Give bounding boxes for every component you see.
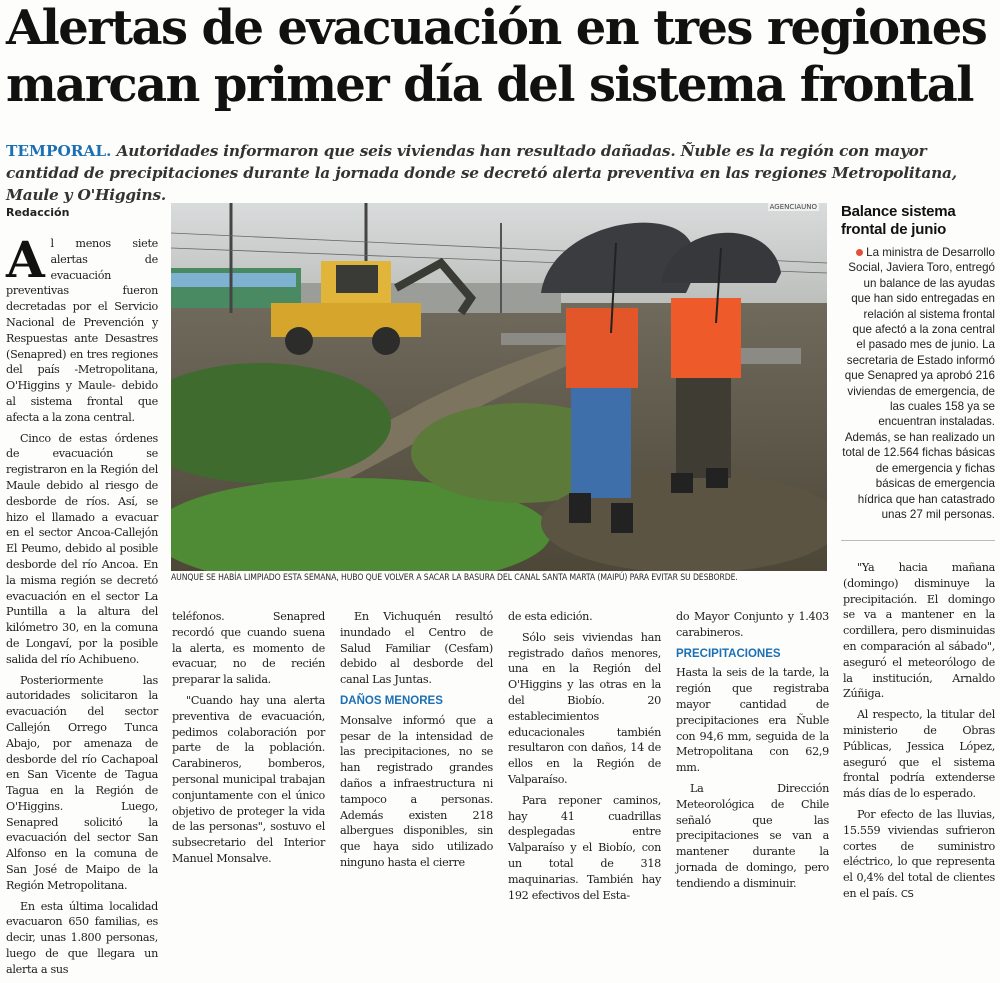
lead-text: Autoridades informaron que seis viviendas han resultado dañadas. Ñuble es la región con mayor cantidad de precipitaciones durante la jornada donde se decretó alerta preventiva en las regiones Metropolitana, Maule y O'Higgins. — [6, 142, 957, 204]
photo-credit: AGENCIAUNO — [769, 203, 817, 211]
sidebar-title: Balance sistema frontal de junio — [841, 203, 956, 238]
bullet-icon — [856, 249, 863, 256]
article-paragraph: La Dirección Meteorológica de Chile señaló que las precipitaciones se van a mantener durante la jornada de domingo, pero tendiendo a disminuir. — [676, 781, 829, 890]
headline: Alertas de evacuación en tres regiones marcan primer día del sistema frontal — [6, 0, 987, 113]
dropcap: A — [6, 230, 45, 289]
sidebar-text: La ministra de Desarrollo Social, Javiera Toro, entregó un balance de las ayudas que han sido entregadas en relación al sistema frontal que afectó a la zona central el pasado mes de junio. La secretaria de Estado informó que Senapred ya aprobó 216 viviendas de emergencia, de las cuales 158 ya se encuentran instaladas. Además, se han realizado un total de 12.564 fichas básicas de emergencia y fichas básicas de emergencia hídrica que han catastrado unas 27 mil personas. — [842, 246, 995, 521]
article-paragraph: Para reponer caminos, hay 41 cuadrillas desplegadas entre Valparaíso y el Biobío, con un total de 318 maquinarias. También hay 192 efectivos del Esta- — [508, 793, 661, 902]
section-subhead: PRECIPITACIONES — [676, 647, 781, 660]
section-subhead: DAÑOS MENORES — [340, 694, 443, 707]
article-paragraph: En Vichuquén resultó inundado el Centro de Salud Familiar (Cesfam) debido al desborde del canal Las Juntas. — [340, 610, 493, 687]
article-paragraph: Hasta la seis de la tarde, la región que registraba mayor cantidad de precipitaciones era Ñuble con 94,6 mm, seguida de la Metropolitana con 62,9 mm. — [676, 666, 829, 775]
article-column-4 — [508, 609, 661, 908]
article-paragraph: Monsalve informó que a pesar de la intensidad de las precipitaciones, no se han registrado grandes daños a infraestructura ni tampoco a personas. Además existen 218 albergues disponibles, sin que haya sido utilizado ninguno hasta el cierre — [340, 713, 493, 869]
article-paragraph: do Mayor Conjunto y 1.403 carabineros. — [676, 610, 829, 639]
photo-caption: AUNQUE SE HABÍA LIMPIADO ESTA SEMANA, HUBO QUE VOLVER A SACAR LA BASURA DEL CANAL SANTA MARTA (MAIPÚ) PARA EVITAR SU DESBORDE. — [171, 573, 738, 583]
article-column-5 — [676, 609, 829, 897]
article-paragraph: En esta última localidad evacuaron 650 familias, es decir, unas 1.800 personas, luego de que llegara un alerta a sus — [6, 899, 158, 976]
lead-paragraph — [6, 140, 996, 206]
article-paragraph: Posteriormente las autoridades solicitaron la evacuación del sector Callejón Orrego Tunca Abajo, por amenaza de desborde del río Cachapoal en San Vicente de Tagua Tagua en la Región de O'Higgins. Luego, Senapred solicitó la evacuación del sector San Alfonso en la comuna de San José de Maipo de la Región Metropolitana. — [6, 673, 158, 892]
article-paragraph: teléfonos. Senapred recordó que cuando suena la alerta, es momento de evacuar, no de recién preparar la salida. — [172, 610, 325, 687]
article-paragraph: Al menos siete alertas de evacuación preventivas fueron decretadas por el Servicio Nacional de Prevención y Respuestas ante Desastres (Senapred) en tres regiones del país -Metropolitana, O'Higgins y Maule- debido al sistema frontal que afecta a la zona central. — [6, 230, 158, 424]
article-paragraph: Sólo seis viviendas han registrado daños menores, una en la Región del O'Higgins y las otras en la del Biobío. 20 establecimientos educacionales también resultaron con daños, 14 de ellos en la Región de Valparaíso. — [508, 630, 661, 786]
article-column-3 — [340, 609, 493, 876]
article-paragraph: Cinco de estas órdenes de evacuación se registraron en la Región del Maule debido al riesgo de desborde de ríos. Así, se hizo el llamado a evacuar en el sector Ancoa-Callejón El Peumo, debido al posible desborde del río Ancoa. En la misma región se decretó evacuación en el sector La Puntilla a la altura del kilómetro 30, en la comuna de Longaví, por la posible salida del río Achibueno. — [6, 431, 158, 666]
sidebar-box — [841, 203, 995, 522]
byline: Redacción — [6, 206, 70, 219]
article-column-6 — [843, 560, 995, 908]
article-paragraph: Al respecto, la titular del ministerio de Obras Públicas, Jessica López, aseguró que el sistema frontal podría extenderse más días de lo esperado. — [843, 708, 995, 801]
article-paragraph: Por efecto de las lluvias, 15.559 viviendas sufrieron cortes de suministro eléctrico, lo que representa el 0,4% del total de clientes en el país. CS — [843, 807, 995, 900]
article-paragraph: de esta edición. — [508, 610, 593, 623]
article-paragraph: "Ya hacia mañana (domingo) disminuye la precipitación. El domingo se va a mantener en la cordillera, pero disminuidas en comparación al sábado", aseguró el meteorólogo de la institución, Arnaldo Zúñiga. — [843, 561, 995, 701]
divider — [841, 540, 995, 541]
article-column-2 — [172, 609, 325, 872]
end-mark: CS — [900, 888, 914, 900]
article-paragraph: "Cuando hay una alerta preventiva de evacuación, pedimos colaboración por parte de la población. Carabineros, bomberos, personal municipal trabajan conjuntamente con el único objetivo de proteger la vida de las personas", sostuvo el subsecretario del Interior Manuel Monsalve. — [172, 693, 325, 865]
news-photo — [171, 203, 827, 571]
photo-image — [171, 203, 827, 571]
lead-kicker: TEMPORAL. — [6, 142, 112, 160]
article-column-1 — [6, 230, 158, 983]
